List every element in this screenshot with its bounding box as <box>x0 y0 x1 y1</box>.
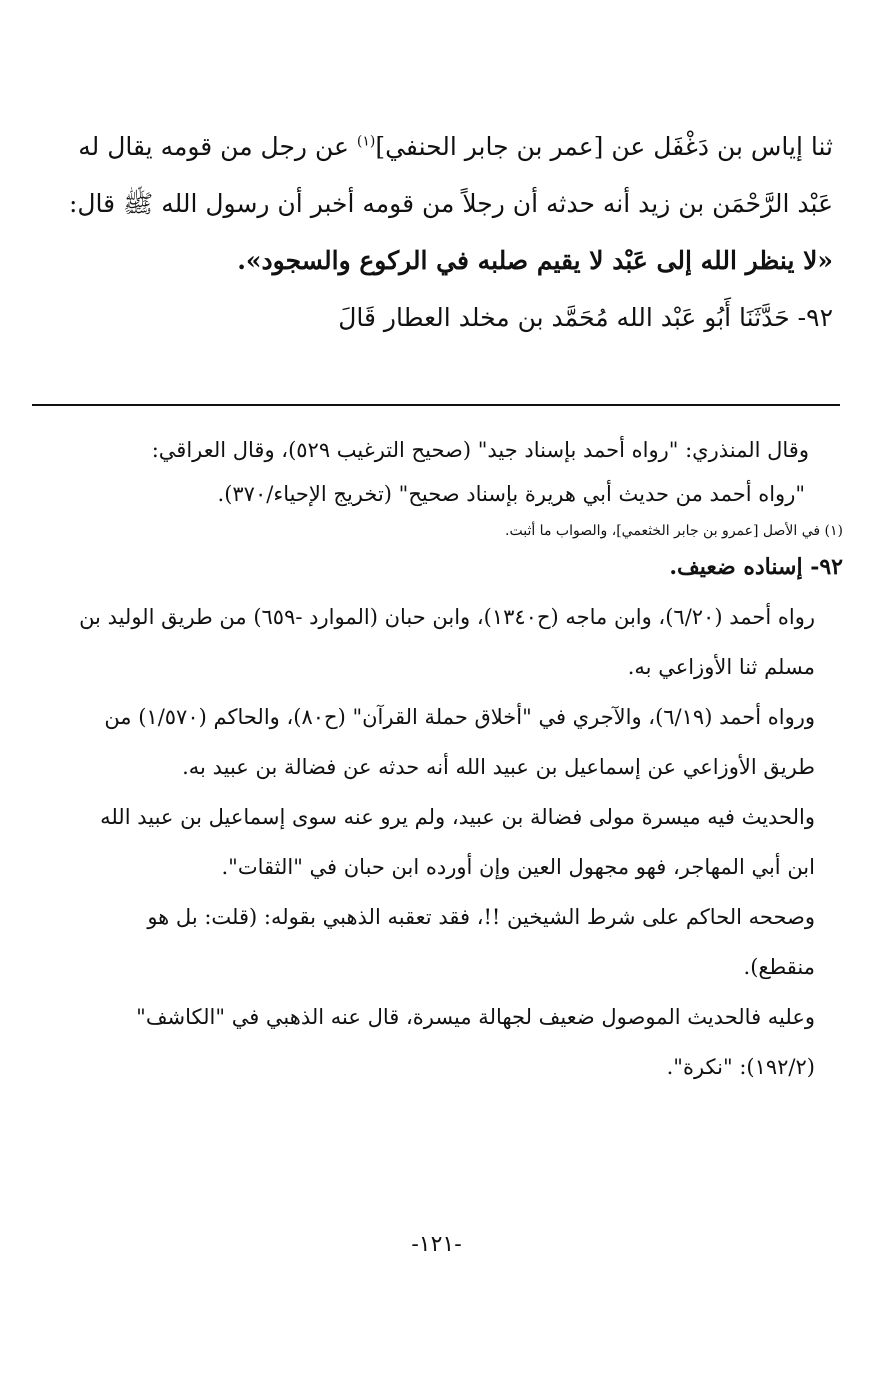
footnote-text: (١) في الأصل [عمرو بن جابر الخثعمي]، والصواب ما أثبت. <box>505 523 843 539</box>
takhrij-paragraph-5: وعليه فالحديث الموصول ضعيف لجهالة ميسرة، قال عنه الذهبي في "الكاشف" (١٩٢/٢): "نكرة". <box>136 1005 815 1079</box>
hadith-line-2: عَبْد الرَّحْمَن بن زيد أنه حدثه أن رجلاً من قومه أخبر أن رسول الله ﷺ قال: <box>68 189 833 218</box>
commentary-continuation-2: "رواه أحمد من حديث أبي هريرة بإسناد صحيح" (تخريج الإحياء/٣٧٠). <box>217 482 805 506</box>
hadith-92-grade-heading: ٩٢- إسناده ضعيف. <box>669 554 843 580</box>
hadith-92-text: ٩٢- حَدَّثَنَا أَبُو عَبْد الله مُحَمَّد بن مخلد العطار قَالَ <box>338 303 833 332</box>
hadith-line-1 <box>43 118 833 175</box>
hadith-prophetic-saying: «لا ينظر الله إلى عَبْد لا يقيم صلبه في الركوع والسجود». <box>237 246 833 275</box>
commentary-section <box>33 428 843 1092</box>
footnote-marker: (١) <box>356 133 376 150</box>
hadith-main-text <box>43 118 833 346</box>
page-number: -١٢١- <box>411 1232 462 1257</box>
hadith-92-chain <box>43 289 833 346</box>
takhrij-paragraph-3: والحديث فيه ميسرة مولى فضالة بن عبيد، ولم يرو عنه سوى إسماعيل بن عبيد الله ابن أبي المهاجر، فهو مجهول العين وإن أورده ابن حبان في "الثقات". <box>100 805 815 879</box>
takhrij-paragraph-4: وصححه الحاكم على شرط الشيخين !!، فقد تعقبه الذهبي بقوله: (قلت: بل هو منقطع). <box>147 905 815 979</box>
commentary-continuation-1: وقال المنذري: "رواه أحمد بإسناد جيد" (صحيح الترغيب ٥٢٩)، وقال العراقي: <box>151 438 809 462</box>
takhrij-paragraph-1: رواه أحمد (٦/٢٠)، وابن ماجه (ح١٣٤٠)، وابن حبان (الموارد -٦٥٩) من طريق الوليد بن مسلم ثنا الأوزاعي به. <box>79 605 815 679</box>
takhrij-paragraph-2: ورواه أحمد (٦/١٩)، والآجري في "أخلاق حملة القرآن" (ح٨٠)، والحاكم (١/٥٧٠) من طريق الأوزاعي عن إسماعيل بن عبيد الله أنه حدثه عن فضالة بن عبيد به. <box>104 705 815 779</box>
hadith-line-1-part-b: عن رجل من قومه يقال له <box>78 132 349 161</box>
footnote-divider <box>32 404 840 406</box>
hadith-line-1-part-a: ثنا إياس بن دَغْفَل عن [عمر بن جابر الحنفي] <box>375 132 833 161</box>
